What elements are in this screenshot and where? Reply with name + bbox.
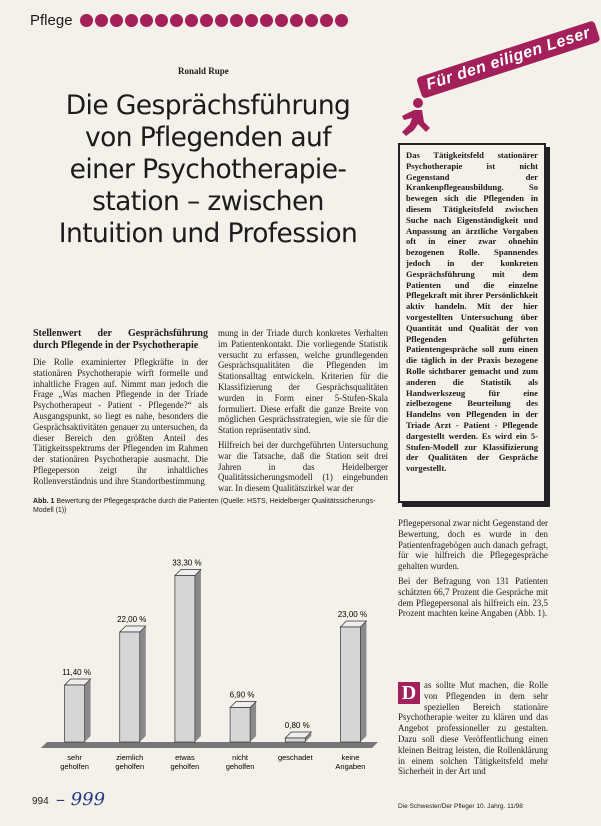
decorative-dot [335, 14, 348, 27]
section-label: Pflege [30, 12, 73, 29]
decorative-dot [320, 14, 333, 27]
decorative-dot [275, 14, 288, 27]
decorative-dot [80, 14, 93, 27]
headline-line: station – zwischen [92, 186, 324, 217]
category-label: nicht geholfen [225, 753, 255, 771]
section-heading: Stellenwert der Gesprächsführung durch Pflegende in der Psychotherapie [33, 328, 208, 351]
body-paragraph: Pflegepersonal zwar nicht Gegenstand der Bewertung, doch es wurde in den Patientenfragebögen auch danach gefragt, für wie hilfreich die Pflegegespräche gehalten wurden. [398, 518, 548, 572]
body-paragraph: Hilfreich bei der durchgeführten Untersuchung war die Tatsache, daß die Station seit drei Jahren in das Heidelberger Qualitätssicherungsmodell (1) eingebunden war. In diesem Qualitätszirkel war der [218, 439, 388, 494]
bar-value-label: 22,00 % [117, 615, 147, 624]
page-number: 994 [32, 796, 49, 807]
quick-reader-banner: Für den eiligen Leser [416, 20, 601, 99]
figure-caption [33, 498, 383, 515]
bar-chart [33, 520, 388, 788]
bar-value-label: 0,80 % [284, 721, 310, 730]
headline-line: einer Psychotherapie- [69, 154, 347, 185]
figure-caption-text: Bewertung der Pflegegespräche durch die Patienten (Quelle: HSTS, Heidelberger Qualitätssicherungs-Modell (1)) [33, 498, 376, 514]
chart-bar [120, 626, 146, 742]
chart-bar [340, 621, 366, 742]
decorative-dot [140, 14, 153, 27]
section-dots [80, 14, 348, 27]
category-label: geschadet [277, 753, 313, 762]
chart-bar [65, 679, 91, 742]
body-column-1 [33, 328, 208, 486]
headline-line: Die Gesprächsführung [65, 90, 351, 121]
decorative-dot [260, 14, 273, 27]
body-paragraph: as sollte Mut machen, die Rolle von Pflegenden in dem sehr speziellen Bereich stationäre Psychotherapie weiter zu klären und das Angebot professioneller zu gestalten. Dazu soll diese Veröffentlichung einen kleinen Beitrag leisten, die Rollenklärung in einem solchen Tätigkeitsfeld mehr Sicherheit in der Art und [398, 680, 548, 777]
body-column-2 [218, 328, 388, 494]
bar-value-label: 6,90 % [229, 690, 255, 700]
article-headline [28, 90, 388, 250]
journal-footer: Die Schwester/Der Pfleger 10. Jahrg. 11/98 [398, 803, 523, 810]
figure-label: Abb. 1 [33, 498, 55, 505]
decorative-dot [125, 14, 138, 27]
bar-value-label: 33,30 % [172, 558, 202, 568]
decorative-dot [290, 14, 303, 27]
headline-line: Intuition und Profession [58, 218, 358, 249]
decorative-dot [110, 14, 123, 27]
body-column-4 [398, 680, 548, 800]
bar-value-label: 23,00 % [337, 610, 368, 619]
decorative-dot [200, 14, 213, 27]
category-label: sehr geholfen [60, 753, 89, 771]
decorative-dot [245, 14, 258, 27]
running-reader-icon [394, 96, 434, 140]
body-paragraph: mung in der Triade durch konkretes Verhalten im Patientenkontakt. Die vorliegende Statistik versucht zu erfassen, welche grundlegenden Gesprächsqualitäten die Pflegenden im Stationsalltag entwickeln. Kriterien für die Klassifizierung der Gesprächsqualitäten wurden in Form einer 5-Stufen-Skala formuliert. Diese erfaßt die ganze Breite von möglichen Gesprächsstrategien, wie sie für die Station repräsentativ sind. [218, 328, 388, 436]
chart-bar [175, 570, 201, 743]
category-label: keine Angaben [335, 753, 366, 771]
decorative-dot [170, 14, 183, 27]
decorative-dot [230, 14, 243, 27]
chart-baseline [41, 742, 378, 748]
body-column-3 [398, 518, 548, 698]
author-name: Ronald Rupe [178, 66, 229, 76]
body-paragraph: Die Rolle examinierter Pflegkräfte in der stationären Psychotherapie wirft formelle und inhaltliche Fragen auf. Nimmt man jedoch die Frage „Was machen Pflegende in der Triade Psychotherapeut - Patient - Pflegende?“ als Ausgangspunkt, so liegt es nahe, besonders die Gesprächsaktivitäten genauer zu untersuchen, da dieser Bereich den größten Anteil des Tätigkeitsspektrums der Pflegenden im Rahmen der stationären Psychotherapie ausmacht. Die Pflegeperson zeigt ihr inhaltliches Rollenverständnis und ihre Standortbestimmung [33, 357, 208, 486]
category-label: etwas geholfen [170, 753, 200, 771]
summary-box: Das Tätigkeitsfeld stationärer Psychotherapie ist nicht Gegenstand der Krankenpflegeausbildung. So bewegen sich die Pflegenden in diesem Tätigkeitsfeld zwischen Suche nach Eigenständigkeit und Anpassung an ärztliche Vorgaben oft in einer zwar ohnehin bezogenen Rolle. Spannendes jedoch in der konkreten Gesprächsführung mit dem Patienten und die einzelne Pflegekraft mit ihrer Persönlichkeit aktiv handeln. Mit der hier vorgestellten Untersuchung über Quantität und Qualität der von Pflegenden geführten Patientengespräche soll zum einen die täglich in der Praxis bezogene Rolle sichtbarer gemacht und zum anderen die Statistik als Handwerkszeug für eine zielbezogene Beurteilung des Handelns von Pflegenden in der Triade Arzt - Patient - Pflegende dargestellt werden. Es wird ein 5-Stufen-Modell zur Klassifizierung der Qualitäten der Gespräche vorgestellt. [398, 143, 546, 503]
bar-value-label: 11,40 % [62, 668, 91, 677]
decorative-dot [155, 14, 168, 27]
category-label: ziemlich geholfen [115, 753, 145, 771]
handwritten-note: – 999 [56, 789, 106, 810]
decorative-dot [185, 14, 198, 27]
decorative-dot [305, 14, 318, 27]
decorative-dot [215, 14, 228, 27]
decorative-dot [95, 14, 108, 27]
headline-line: von Pflegenden auf [85, 122, 331, 153]
drop-cap: D [398, 682, 420, 704]
chart-bar [285, 732, 311, 742]
body-paragraph: Bei der Befragung von 131 Patienten schätzten 66,7 Prozent die Gespräche mit dem Pflegepersonal als hilfreich ein. 23,5 Prozent machten keine Angaben (Abb. 1). [398, 575, 548, 619]
chart-bar [230, 702, 256, 743]
